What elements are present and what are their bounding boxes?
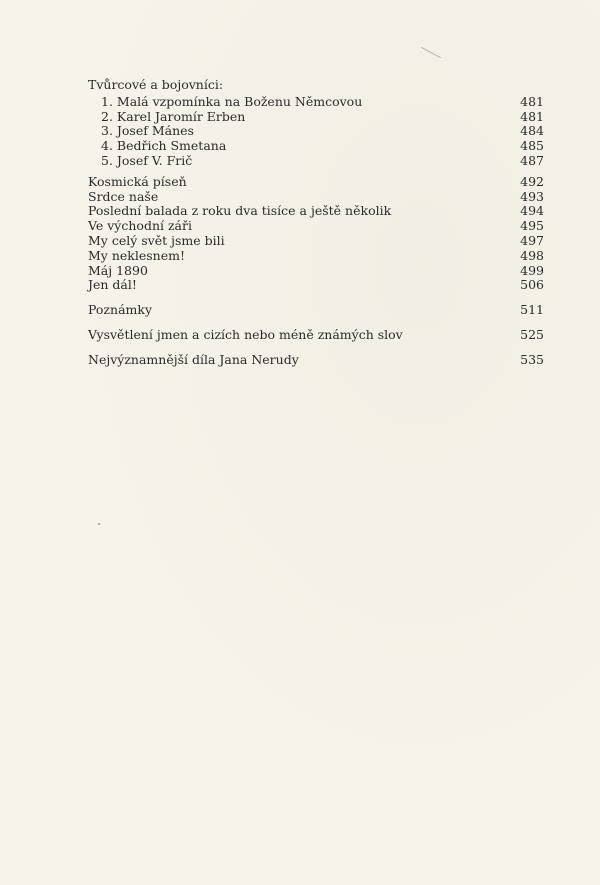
toc-entry-page: 498 xyxy=(520,247,544,263)
toc-entry xyxy=(88,264,544,279)
section-title: Tvůrcové a bojovníci: xyxy=(88,77,224,92)
toc-entry-label: Ve východní záři xyxy=(88,218,192,234)
toc-entry xyxy=(88,249,544,264)
toc-entry xyxy=(88,234,544,249)
toc-entry xyxy=(88,110,544,125)
toc-entry-label: Máj 1890 xyxy=(88,262,148,278)
toc-entry xyxy=(88,139,544,154)
toc-entry-label: 4. Bedřich Smetana xyxy=(101,138,227,154)
toc-entry-label: My celý svět jsme bili xyxy=(88,232,225,248)
toc-entry-page: 497 xyxy=(520,232,544,248)
toc-entry xyxy=(88,219,544,234)
toc-entry-page: 506 xyxy=(520,277,544,293)
toc-entry-label: Kosmická píseň xyxy=(88,173,187,189)
toc-entry xyxy=(88,190,544,205)
toc-entry xyxy=(88,328,544,343)
toc-entry-label: 2. Karel Jaromír Erben xyxy=(101,108,246,124)
toc-entry xyxy=(88,278,544,293)
toc-entry-page: 493 xyxy=(520,188,544,204)
toc-entry xyxy=(88,95,544,110)
toc-entry-label: 1. Malá vzpomínka na Boženu Němcovou xyxy=(101,93,363,109)
toc-entry-label: 5. Josef V. Frič xyxy=(101,152,193,168)
toc-entry-page: 535 xyxy=(520,351,544,367)
toc-entry-page: 481 xyxy=(520,93,544,109)
toc-entry-page: 511 xyxy=(520,302,544,318)
toc-entry-label: My neklesnem! xyxy=(88,247,185,263)
toc-entry-label: 3. Josef Mánes xyxy=(101,123,194,139)
toc-entry-page: 525 xyxy=(520,326,544,342)
toc-entry-page: 499 xyxy=(520,262,544,278)
toc-entry-page: 481 xyxy=(520,108,544,124)
toc-entry-page: 485 xyxy=(520,138,544,154)
toc-entry-label: Vysvětlení jmen a cizích nebo méně známých slov xyxy=(88,326,403,342)
toc-entry-label: Nejvýznamnější díla Jana Nerudy xyxy=(88,351,299,367)
toc-entry-label: Poslední balada z roku dva tisíce a ještě několik xyxy=(88,203,392,219)
toc-entry xyxy=(88,303,544,318)
toc-entry-label: Jen dál! xyxy=(88,277,137,293)
toc-entry-label: Poznámky xyxy=(88,302,153,318)
paper-speck xyxy=(98,523,100,525)
toc-entry-label: Srdce naše xyxy=(88,188,159,204)
toc-entry xyxy=(88,124,544,139)
toc-entry-page: 484 xyxy=(520,123,544,139)
toc-entry-page: 495 xyxy=(520,218,544,234)
pencil-mark xyxy=(421,47,441,58)
toc-entry-page: 492 xyxy=(520,173,544,189)
table-of-contents xyxy=(88,78,544,368)
toc-entry xyxy=(88,204,544,219)
toc-entry-page: 494 xyxy=(520,203,544,219)
toc-entry-page: 487 xyxy=(520,152,544,168)
toc-entry xyxy=(88,175,544,190)
toc-entry xyxy=(88,353,544,368)
toc-entry xyxy=(88,154,544,169)
